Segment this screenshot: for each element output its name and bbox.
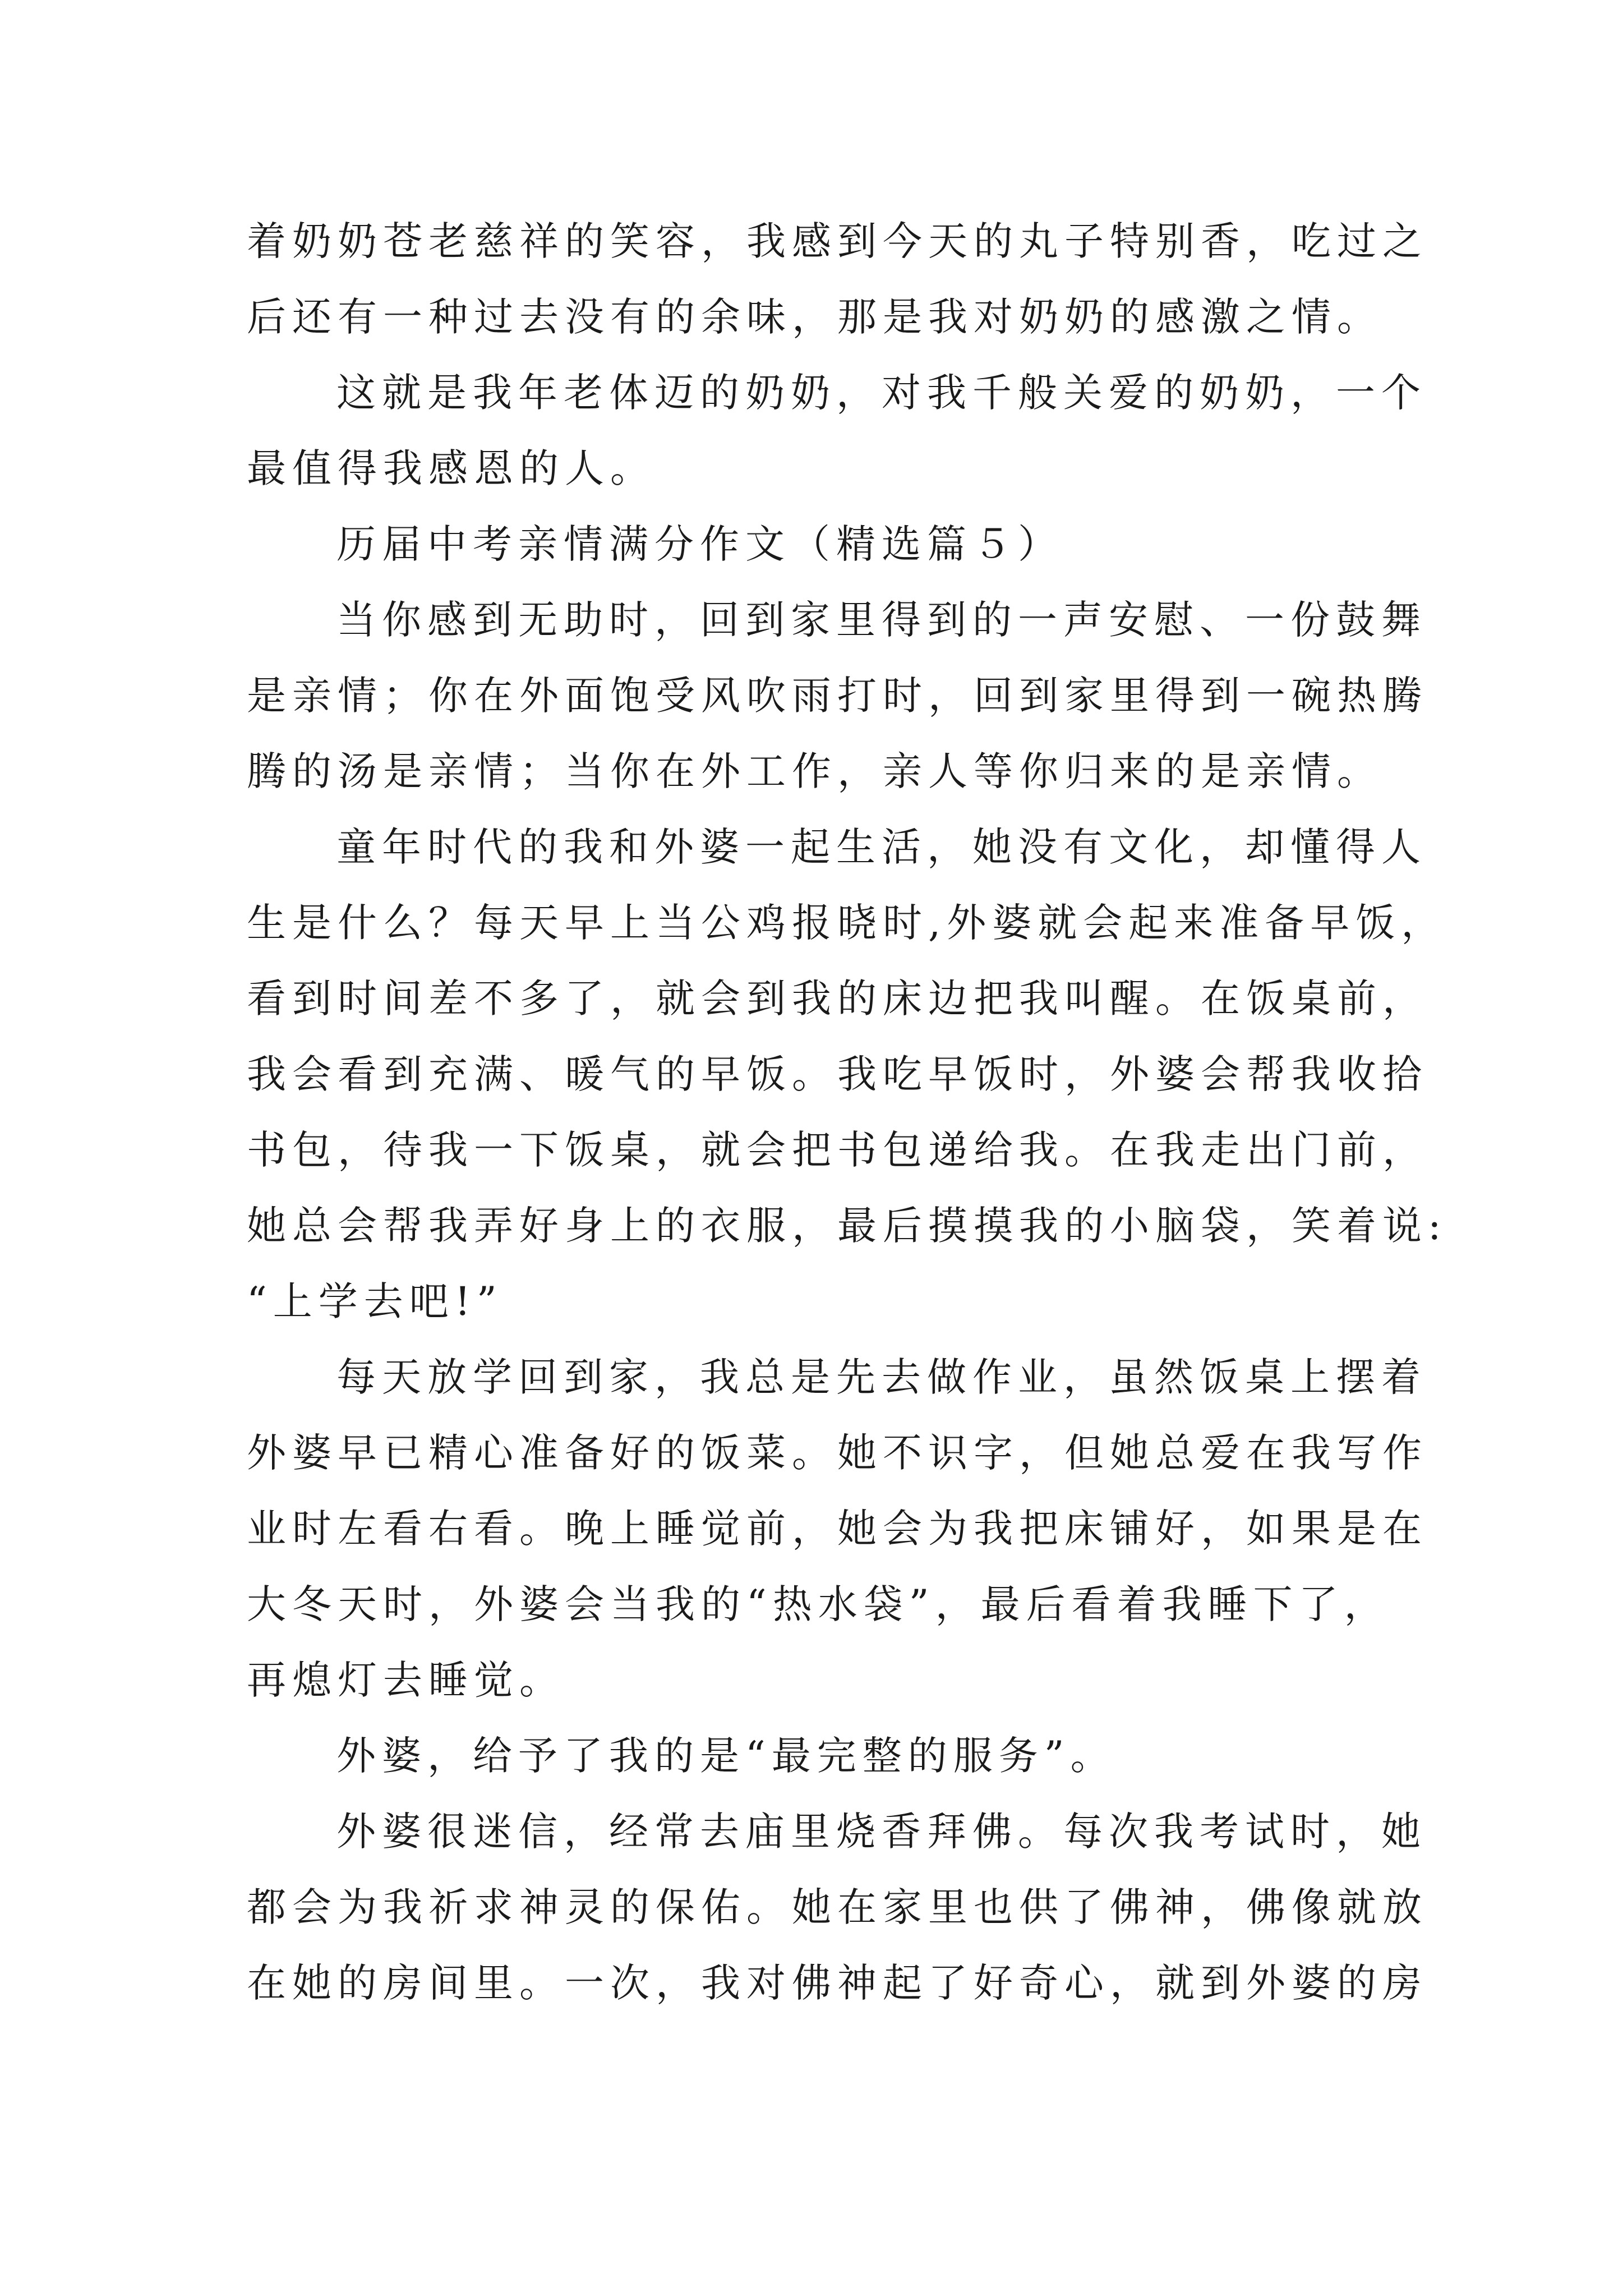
text-line: 她总会帮我弄好身上的衣服，最后摸摸我的小脑袋，笑着说: bbox=[247, 1203, 1447, 1249]
text-line: 都会为我祈求神灵的保佑。她在家里也供了佛神，佛像就放 bbox=[247, 1884, 1428, 1930]
section-heading: 历届中考亲情满分作文（精选篇５） bbox=[336, 521, 1063, 567]
text-line: 外婆早已精心准备好的饭菜。她不识字，但她总爱在我写作 bbox=[247, 1430, 1428, 1476]
text-line: 在她的房间里。一次，我对佛神起了好奇心，就到外婆的房 bbox=[247, 1960, 1428, 2006]
paragraph-first-line: 外婆，给予了我的是“最完整的服务”。 bbox=[336, 1733, 1116, 1779]
text-line: 后还有一种过去没有的余味，那是我对奶奶的感激之情。 bbox=[247, 294, 1382, 340]
paragraph-first-line: 每天放学回到家，我总是先去做作业，虽然饭桌上摆着 bbox=[336, 1354, 1427, 1400]
paragraph-first-line: 外婆很迷信，经常去庙里烧香拜佛。每次我考试时，她 bbox=[336, 1809, 1427, 1855]
paragraph-first-line: 这就是我年老体迈的奶奶，对我千般关爱的奶奶，一个 bbox=[336, 370, 1427, 416]
text-line: 看到时间差不多了，就会到我的床边把我叫醒。在饭桌前， bbox=[247, 976, 1428, 1022]
text-line: “上学去吧!” bbox=[247, 1278, 503, 1324]
paragraph-first-line: 当你感到无助时，回到家里得到的一声安慰、一份鼓舞 bbox=[336, 597, 1427, 643]
text-line: 是亲情；你在外面饱受风吹雨打时，回到家里得到一碗热腾 bbox=[247, 673, 1428, 719]
text-line: 生是什么？每天早上当公鸡报晓时,外婆就会起来准备早饭， bbox=[247, 900, 1447, 946]
text-line: 书包，待我一下饭桌，就会把书包递给我。在我走出门前， bbox=[247, 1127, 1428, 1173]
text-line: 最值得我感恩的人。 bbox=[247, 445, 656, 491]
text-line: 大冬天时，外婆会当我的“热水袋”，最后看着我睡下了， bbox=[247, 1581, 1390, 1627]
text-line: 业时左看右看。晚上睡觉前，她会为我把床铺好，如果是在 bbox=[247, 1506, 1428, 1552]
text-line: 着奶奶苍老慈祥的笑容，我感到今天的丸子特别香，吃过之 bbox=[247, 218, 1428, 264]
text-line: 我会看到充满、暖气的早饭。我吃早饭时，外婆会帮我收拾 bbox=[247, 1051, 1428, 1097]
text-line: 再熄灯去睡觉。 bbox=[247, 1657, 565, 1703]
text-line: 腾的汤是亲情；当你在外工作，亲人等你归来的是亲情。 bbox=[247, 748, 1382, 794]
paragraph-first-line: 童年时代的我和外婆一起生活，她没有文化，却懂得人 bbox=[336, 824, 1427, 870]
